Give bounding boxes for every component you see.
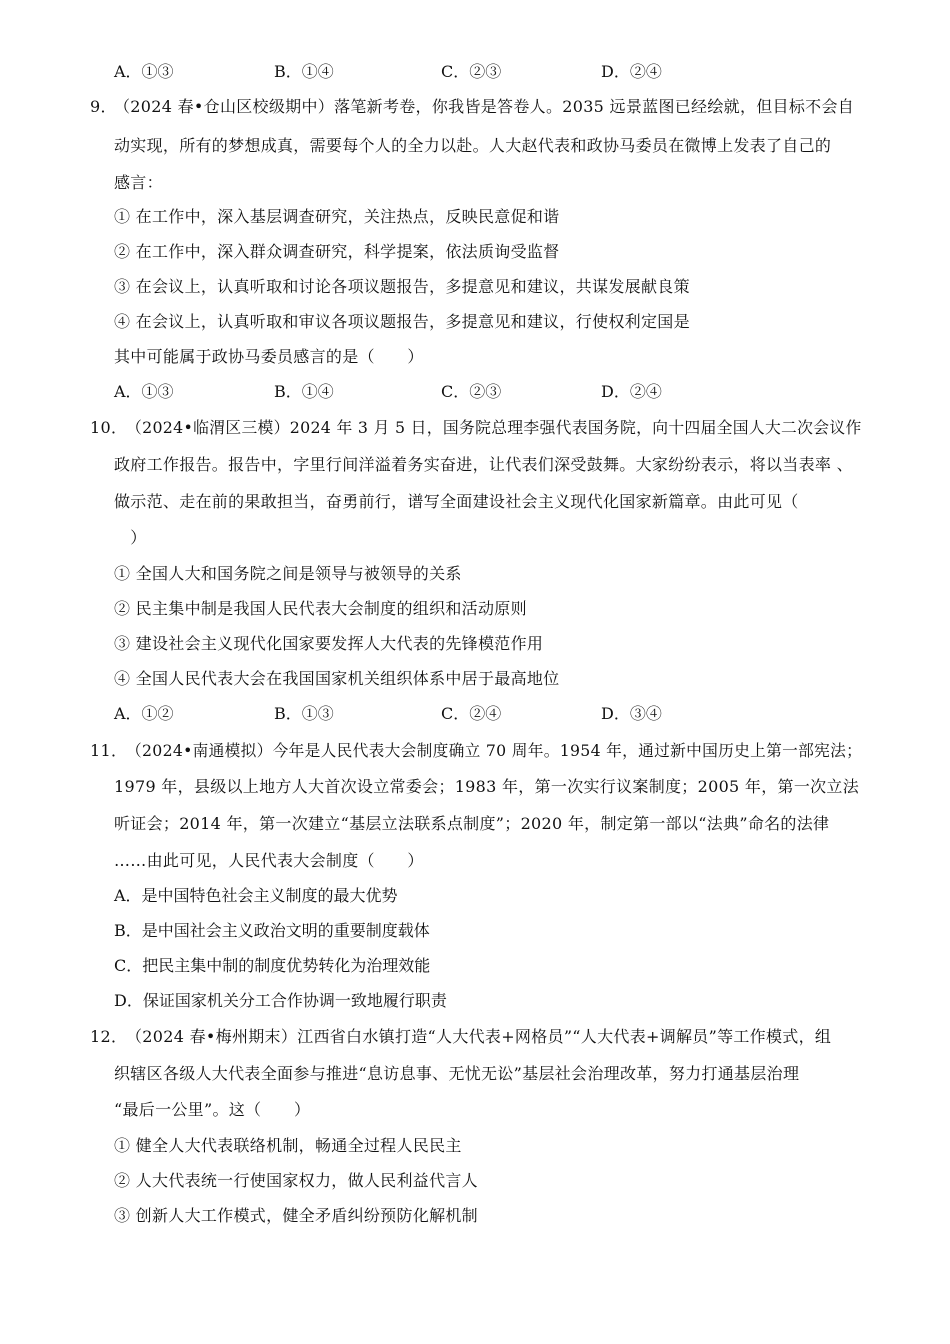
q10-stem-line-3: 做示范、走在前的果敢担当，奋勇前行，谱写全面建设社会主义现代化国家新篇章。由此可见（ [114,492,799,511]
q9-question: 其中可能属于政协马委员感言的是（ ） [114,347,424,366]
q10-stem-line-2: 政府工作报告。报告中，字里行间洋溢着务实奋进，让代表们深受鼓舞。大家纷纷表示，将以当表率 、 [114,455,853,474]
q12-item-3: ③ 创新人大工作模式，健全矛盾纠纷预防化解机制 [114,1206,478,1225]
q12-item-2: ② 人大代表统一行使国家权力，做人民利益代言人 [114,1171,478,1190]
q9-item-1: ① 在工作中，深入基层调查研究，关注热点，反映民意促和谐 [114,207,560,226]
q10-stem-line-4: ） [114,528,147,547]
q8-option-d[interactable]: D．②④ [601,62,662,81]
q10-item-3: ③ 建设社会主义现代化国家要发挥人大代表的先锋模范作用 [114,634,544,653]
q11-option-c[interactable]: C．把民主集中制的制度优势转化为治理效能 [114,956,431,975]
q9-option-b[interactable]: B．①④ [274,382,334,401]
q9-stem-line-3: 感言： [114,173,163,192]
q9-stem-line-1: （2024 春•仓山区校级期中）落笔新考卷，你我皆是答卷人。2035 远景蓝图已经绘就，但目标不会自 [114,97,855,116]
q11-option-a[interactable]: A．是中国特色社会主义制度的最大优势 [114,886,398,905]
q10-number: 10． [90,418,128,437]
q10-item-4: ④ 全国人民代表大会在我国国家机关组织体系中居于最高地位 [114,669,560,688]
q12-stem-line-3: “最后一公里”。这（ ） [114,1100,311,1119]
q8-option-c[interactable]: C．②③ [441,62,502,81]
q10-item-2: ② 民主集中制是我国人民代表大会制度的组织和活动原则 [114,599,527,618]
q12-stem-line-2: 织辖区各级人大代表全面参与推进“息访息事、无忧无讼”基层社会治理改革，努力打通基层治理 [114,1064,800,1083]
q9-option-d[interactable]: D．②④ [601,382,662,401]
q11-stem-line-3: 听证会；2014 年，第一次建立“基层立法联系点制度”；2020 年，制定第一部以“法典”命名的法律 [114,814,830,833]
q10-item-1: ① 全国人大和国务院之间是领导与被领导的关系 [114,564,462,583]
q9-item-2: ② 在工作中，深入群众调查研究，科学提案，依法质询受监督 [114,242,560,261]
q10-option-c[interactable]: C．②④ [441,704,502,723]
q12-item-1: ① 健全人大代表联络机制，畅通全过程人民民主 [114,1136,462,1155]
q9-item-4: ④ 在会议上，认真听取和审议各项议题报告，多提意见和建议，行使权利定国是 [114,312,690,331]
q9-number: 9． [90,97,117,116]
q9-stem-line-2: 动实现，所有的梦想成真，需要每个人的全力以赴。人大赵代表和政协马委员在微博上发表了自己的 [114,136,832,155]
q9-option-c[interactable]: C．②③ [441,382,502,401]
q10-option-b[interactable]: B．①③ [274,704,334,723]
q11-stem-line-1: （2024•南通模拟）今年是人民代表大会制度确立 70 周年。1954 年，通过新中国历史上第一部宪法； [126,741,863,760]
q10-option-a[interactable]: A．①② [114,704,174,723]
q11-option-b[interactable]: B．是中国社会主义政治文明的重要制度载体 [114,921,430,940]
q12-stem-line-1: （2024 春•梅州期末）江西省白水镇打造“人大代表+网格员”“人大代表+调解员”等工作模式，组 [126,1027,832,1046]
q11-stem-line-4: ……由此可见，人民代表大会制度（ ） [114,851,424,870]
q11-option-d[interactable]: D．保证国家机关分工合作协调一致地履行职责 [114,991,447,1010]
q8-option-b[interactable]: B．①④ [274,62,334,81]
q10-stem-line-1: （2024•临渭区三模）2024 年 3 月 5 日，国务院总理李强代表国务院，向十四届全国人大二次会议作 [126,418,862,437]
q9-option-a[interactable]: A．①③ [114,382,174,401]
q12-number: 12． [90,1027,128,1046]
q8-option-a[interactable]: A．①③ [114,62,174,81]
q10-option-d[interactable]: D．③④ [601,704,662,723]
q9-item-3: ③ 在会议上，认真听取和讨论各项议题报告，多提意见和建议，共谋发展献良策 [114,277,690,296]
q11-number: 11． [90,741,128,760]
q11-stem-line-2: 1979 年，县级以上地方人大首次设立常委会；1983 年，第一次实行议案制度；2005 年，第一次立法 [114,777,860,796]
